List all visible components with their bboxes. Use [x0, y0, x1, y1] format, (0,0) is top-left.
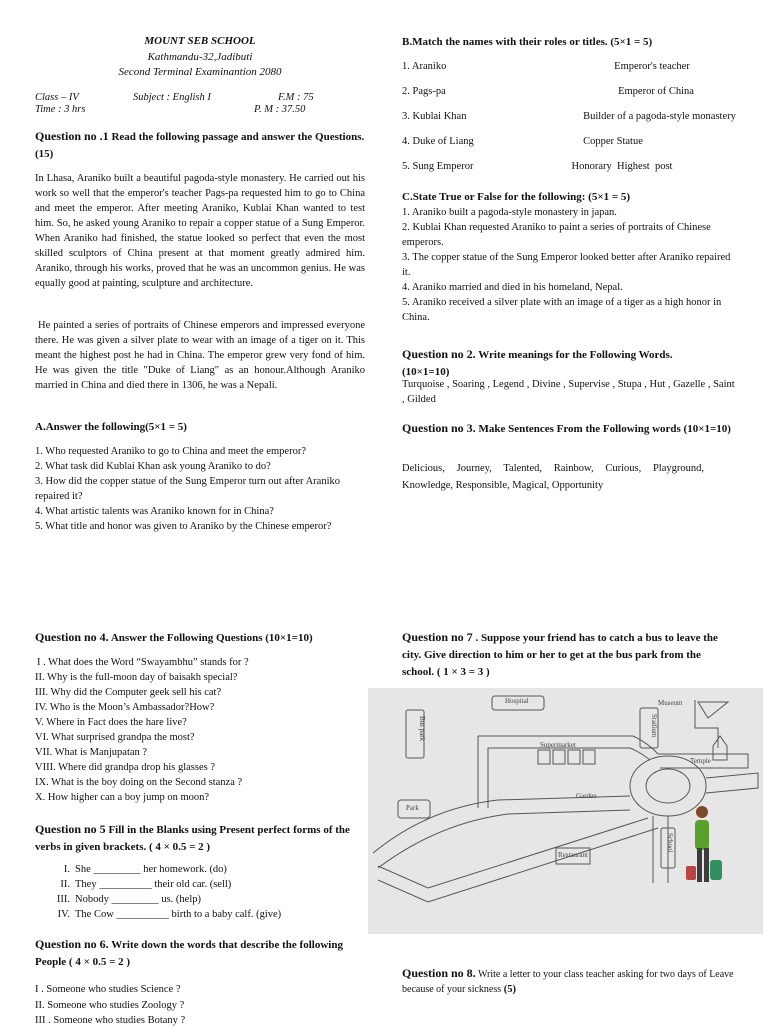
item-number: IV. — [57, 909, 70, 920]
class-info: Class – IV — [35, 92, 79, 103]
question-8-marks: (5) — [503, 984, 517, 995]
list-item — [35, 877, 365, 892]
map-label-hospital: Hospital — [505, 697, 529, 705]
item-number: II. — [60, 879, 70, 890]
list-item: 2. What task did Kublai Khan ask young Araniko to do? — [35, 461, 271, 472]
question-8-text: Write a letter to your class teacher asking for two days of Leave because of your sickness — [402, 969, 734, 995]
item-number: III. — [56, 894, 70, 905]
question-3-title: Question no 3. Make Sentences From the Following words (10×1=10) — [402, 421, 731, 435]
map-label-park: Park — [406, 804, 419, 812]
list-item: II. Why is the full-moon day of baisakh special? — [35, 672, 238, 683]
section-a-title: A.Answer the following(5×1 = 5) — [35, 421, 187, 433]
question-8-prefix: Question no 8. — [402, 966, 476, 980]
section-c-title: C.State True or False for the following: (5×1 = 5) — [402, 191, 631, 203]
time-info: Time : 3 hrs — [35, 104, 86, 115]
item-text: The Cow __________ birth to a baby calf. (give) — [75, 909, 282, 920]
school-name: MOUNT SEB SCHOOL — [144, 35, 256, 47]
list-item: III. Why did the Computer geek sell his cat? — [35, 687, 222, 698]
question-5-list — [35, 862, 365, 922]
match-left-item: 2. Pags-pa — [402, 86, 446, 97]
match-right-item: Honorary Highest post — [571, 161, 673, 172]
list-item — [35, 892, 365, 907]
match-right-item: Emperor's teacher — [614, 61, 690, 72]
map-label-museum: Museum — [658, 699, 683, 707]
item-number: I. — [63, 864, 70, 875]
list-item: I . Someone who studies Science ? — [35, 984, 181, 995]
map-label-temple: Temple — [690, 757, 711, 765]
passage-paragraph-1: In Lhasa, Araniko built a beautiful pagoda-style monastery. He carried out his work so well that the emperor's teacher Pags-pa requested him to go to China and meet the emperor. After meeting Araniko, Kublai Khan wanted to test him. So, he asked young Araniko to repair a copper statue of a Sung Emperor. When Araniko had finished, the statue looked so perfect that even the most skilled sculptors of China present at that moment greatly admired him. Araniko, through his works, proved that he was an uncommon genius. He was equally good at painting, sculpture and architecture. — [35, 173, 365, 289]
school-address: Kathmandu-32,Jadibuti — [147, 51, 253, 63]
list-item: I . What does the Word “Swayambhu” stands for ? — [37, 657, 249, 668]
question-4-title: Question no 4. Answer the Following Questions (10×1=10) — [35, 630, 313, 644]
question-6-list — [35, 982, 365, 1029]
list-item: II. Someone who studies Zoology ? — [35, 999, 185, 1011]
section-b-title: B.Match the names with their roles or titles. (5×1 = 5) — [402, 36, 653, 48]
list-item: 4. What artistic talents was Araniko known for in China? — [35, 506, 274, 517]
list-item: V. Where in Fact does the hare live? — [35, 717, 187, 728]
list-item: 2. Kublai Khan requested Araniko to paint a series of portraits of Chinese emperors. — [402, 222, 711, 248]
match-right-item: Emperor of China — [618, 86, 694, 97]
map-label-restaurant: Restaurant — [558, 851, 588, 859]
list-item: III . Someone who studies Botany ? — [35, 1015, 186, 1026]
match-left-item: 1. Araniko — [402, 61, 447, 72]
item-text: She _________ her homework. (do) — [75, 864, 227, 875]
full-marks: F.M : 75 — [278, 92, 314, 103]
city-map-image — [368, 688, 763, 934]
question-1-title: Question no .1 Read the following passage and answer the Questions.(15) — [35, 129, 365, 160]
exam-title: Second Terminal Examinantion 2080 — [118, 66, 282, 78]
section-c-list — [402, 205, 737, 325]
list-item: 4. Araniko married and died in his homeland, Nepal. — [402, 282, 623, 293]
map-label-school: School — [666, 833, 674, 853]
list-item: 1. Araniko built a pagoda-style monastery in japan. — [402, 207, 617, 218]
match-right-item: Copper Statue — [583, 136, 643, 147]
list-item: 5. What title and honor was given to Araniko by the Chinese emperor? — [35, 521, 332, 532]
question-4-list — [35, 655, 365, 805]
city-map-drawing — [368, 688, 763, 934]
list-item: 3. How did the copper statue of the Sung Emperor turn out after Araniko repaired it? — [35, 476, 341, 502]
subject-info: Subject : English I — [133, 92, 211, 103]
list-item: VIII. Where did grandpa drop his glasses ? — [35, 762, 216, 773]
map-label-bus-park: Bus park — [418, 716, 426, 742]
list-item: 3. The copper statue of the Sung Emperor looked better after Araniko repaired it. — [402, 252, 731, 278]
list-item — [35, 907, 365, 922]
list-item: 1. Who requested Araniko to go to China and meet the emperor? — [35, 446, 306, 457]
list-item: X. How higher can a boy jump on moon? — [35, 792, 210, 803]
question-2-words: Turquoise , Soaring , Legend , Divine , Supervise , Stupa , Hut , Gazelle , Saint , Gilded — [402, 379, 735, 405]
match-right-item: Builder of a pagoda-style monastery — [583, 111, 736, 122]
list-item: 5. Araniko received a silver plate with an image of a tiger as a high honor in China. — [402, 297, 722, 323]
map-label-supermarket: Supermarket — [540, 741, 576, 749]
passage-paragraph-2: He painted a series of portraits of Chinese emperors and impressed everyone there. He was given a silver plate to wear with an image of a tiger on it. This meant the highest post he had in China. The emperor grew very fond of him. He was given the title "Duke of Liang" as an honour.Although Araniko married in China and died there in 1306, he was a Nepali. — [35, 320, 365, 391]
question-2-title: Question no 2. Write meanings for the Following Words.(10×1=10) — [402, 347, 673, 378]
list-item: VI. What surprised grandpa the most? — [35, 732, 195, 743]
pass-marks: P. M : 37.50 — [254, 104, 306, 115]
question-5-title: Question no 5 Fill in the Blanks using Present perfect forms of the verbs in given brackets. ( 4 × 0.5 = 2 ) — [35, 822, 350, 853]
list-item: IV. Who is the Moon’s Ambassador?How? — [35, 702, 215, 713]
section-a-list — [35, 444, 370, 534]
match-left-item: 4. Duke of Liang — [402, 136, 474, 147]
question-6-title: Question no 6. Write down the words that describe the following People ( 4 × 0.5 = 2 ) — [35, 937, 343, 968]
question-3-words: Delicious, Journey, Talented, Rainbow, Curious, Playground, Knowledge, Responsible, Magical, Opportunity — [402, 463, 704, 491]
map-label-garden: Garden — [576, 792, 597, 800]
match-left-item: 5. Sung Emperor — [402, 161, 474, 172]
map-label-stadium: Stadium — [650, 714, 658, 738]
match-left-item: 3. Kublai Khan — [402, 111, 467, 122]
item-text: Nobody _________ us. (help) — [75, 894, 201, 905]
list-item: VII. What is Manjupatan ? — [35, 747, 148, 758]
question-8 — [402, 966, 757, 997]
item-text: They __________ their old car. (sell) — [75, 879, 232, 890]
list-item: IX. What is the boy doing on the Second stanza ? — [35, 777, 243, 788]
list-item — [35, 862, 365, 877]
question-7-title: Question no 7 . Suppose your friend has to catch a bus to leave the city. Give direction to him or her to get at the bus park from the school. ( 1 × 3 = 3 ) — [402, 630, 718, 678]
